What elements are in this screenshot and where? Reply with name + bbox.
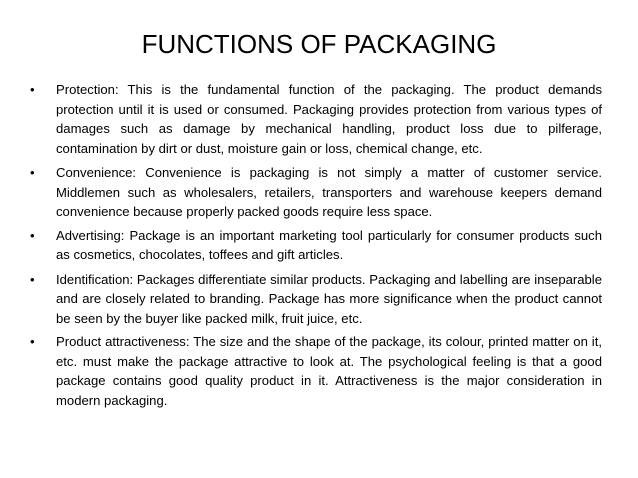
bullet-text: Advertising: Package is an important marketing tool particularly for consumer products such as cosmetics, chocolates, toffees and gift articles. xyxy=(56,227,602,262)
bullet-text: Convenience: Convenience is packaging is not simply a matter of customer service. Middlemen such as wholesalers, retailers, transporters and warehouse keepers demand convenience because properly packed goods require less space. xyxy=(56,165,602,219)
bullet-item-product-attractiveness xyxy=(30,332,602,410)
bullet-list xyxy=(30,80,602,415)
bullet-point-icon: • xyxy=(30,227,35,243)
bullet-point-icon: • xyxy=(30,82,35,97)
bullet-point-icon: • xyxy=(30,334,35,349)
bullet-text: Identification: Packages differentiate similar products. Packaging and labelling are inseparable and are closely related to branding. Package has more significance when the product cannot be seen by the buyer like packed milk, fruit juice, etc. xyxy=(56,271,602,326)
slide-title: FUNCTIONS OF PACKAGING xyxy=(141,29,497,59)
bullet-item-identification xyxy=(30,270,602,329)
bullet-item-advertising xyxy=(30,226,602,265)
bullet-text: Protection: This is the fundamental function of the packaging. The product demands protection until it is used or consumed. Packaging provides protection from various types of damages such as damage by mechanical handling, product loss due to pilferage, contamination by dirt or dust, moisture gain or loss, chemical change, etc. xyxy=(56,82,602,156)
bullet-point-icon: • xyxy=(30,165,35,180)
bullet-item-protection xyxy=(30,80,602,158)
bullet-text: Product attractiveness: The size and the shape of the package, its colour, printed matter on it, etc. must make the package attractive to look at. The psychological feeling is that a good package contains good quality product in it. Attractiveness is the major consideration in modern packaging. xyxy=(56,334,602,408)
bullet-item-convenience xyxy=(30,163,602,222)
bullet-point-icon: • xyxy=(30,271,35,287)
